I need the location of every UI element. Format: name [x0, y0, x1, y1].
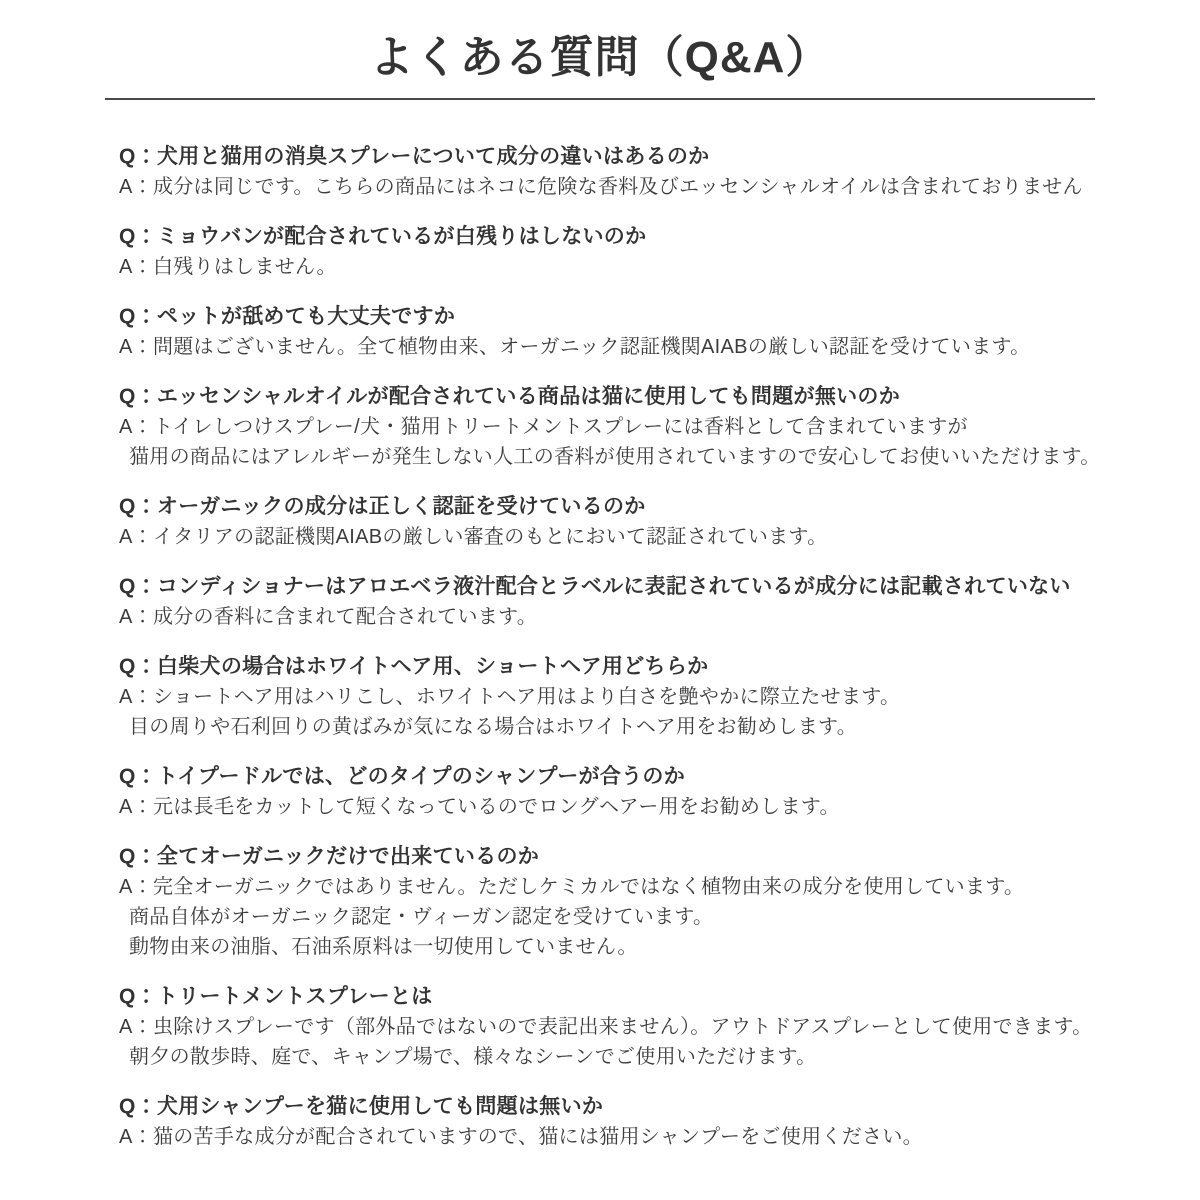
answer-line: A：猫の苦手な成分が配合されていますので、猫には猫用シャンプーをご使用ください。: [119, 1126, 923, 1148]
answer-line-continued: 目の周りや石利回りの黄ばみが気になる場合はホワイトヘア用をお勧めします。: [129, 716, 857, 738]
question-line: Q：ペットが舐めても大丈夫ですか: [119, 305, 456, 328]
answer-line: A：ショートヘア用はハリこし、ホワイトヘア用はより白さを艶やかに際立たせます。: [119, 686, 901, 708]
faq-list: [119, 142, 1140, 1152]
qa-item-3: [119, 302, 1140, 362]
question-line: Q：ミョウバンが配合されているが白残りはしないのか: [119, 225, 647, 248]
answer-line: A：完全オーガニックではありません。ただしケミカルではなく植物由来の成分を使用しています。: [119, 876, 1025, 898]
page-title: よくある質問（Q&A）: [369, 33, 831, 82]
question-line: Q：犬用と猫用の消臭スプレーについて成分の違いはあるのか: [119, 145, 710, 168]
question-line: Q：トイプードルでは、どのタイプのシャンプーが合うのか: [119, 765, 686, 788]
question-line: Q：エッセンシャルオイルが配合されている商品は猫に使用しても問題が無いのか: [119, 385, 901, 408]
answer-line: A：問題はございません。全て植物由来、オーガニック認証機関AIABの厳しい認証を受けています。: [119, 336, 1031, 358]
qa-item-2: [119, 222, 1140, 282]
qa-item-8: [119, 762, 1140, 822]
answer-line-continued: 朝夕の散歩時、庭で、キャンプ場で、様々なシーンでご使用いただけます。: [129, 1046, 817, 1068]
answer-line: A：成分は同じです。こちらの商品にはネコに危険な香料及びエッセンシャルオイルは含まれておりません: [119, 176, 1083, 198]
question-line: Q：トリートメントスプレーとは: [119, 985, 433, 1008]
qa-item-1: [119, 142, 1140, 202]
question-line: Q：犬用シャンプーを猫に使用しても問題は無いか: [119, 1095, 604, 1118]
qa-item-5: [119, 492, 1140, 552]
answer-line-continued: 動物由来の油脂、石油系原料は一切使用していません。: [129, 936, 638, 958]
answer-line: A：元は長毛をカットして短くなっているのでロングヘアー用をお勧めします。: [119, 796, 840, 818]
qa-item-6: [119, 572, 1140, 632]
qa-item-4: [119, 382, 1140, 472]
answer-line: A：白残りはしません。: [119, 256, 337, 278]
question-line: Q：全てオーガニックだけで出来ているのか: [119, 845, 540, 868]
answer-line-continued: 猫用の商品にはアレルギーが発生しない人工の香料が使用されていますので安心してお使いいただけます。: [129, 446, 1101, 468]
answer-line: A：虫除けスプレーです（部外品ではないので表記出来ません）。アウトドアスプレーとして使用できます。: [119, 1016, 1093, 1038]
qa-item-7: [119, 652, 1140, 742]
question-line: Q：コンディショナーはアロエベラ液汁配合とラベルに表記されているが成分には記載されていない: [119, 575, 1071, 598]
qa-item-11: [119, 1092, 1140, 1152]
answer-line: A：イタリアの認証機関AIABの厳しい審査のもとにおいて認証されています。: [119, 526, 828, 548]
qa-item-10: [119, 982, 1140, 1072]
title-divider: [105, 98, 1095, 100]
question-line: Q：白柴犬の場合はホワイトヘア用、ショートヘア用どちらか: [119, 655, 709, 678]
qa-item-9: [119, 842, 1140, 962]
answer-line: A：トイレしつけスプレー/犬・猫用トリートメントスプレーには香料として含まれていますが: [119, 416, 968, 438]
answer-line: A：成分の香料に含まれて配合されています。: [119, 606, 538, 628]
question-line: Q：オーガニックの成分は正しく認証を受けているのか: [119, 495, 646, 518]
answer-line-continued: 商品自体がオーガニック認定・ヴィーガン認定を受けています。: [129, 906, 714, 928]
